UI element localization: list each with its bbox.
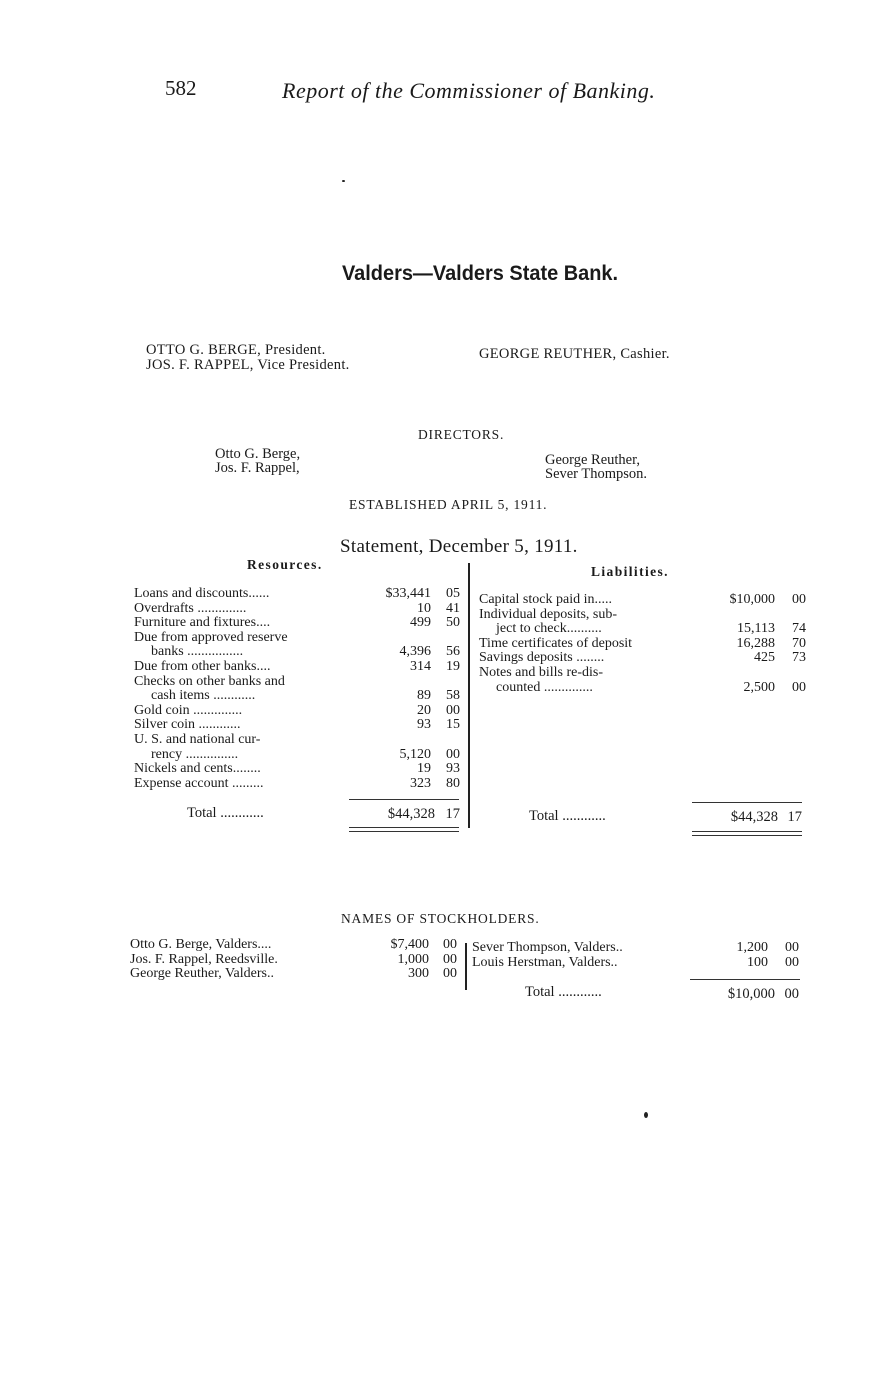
row-label: Furniture and fixtures....	[134, 615, 271, 631]
list-item	[130, 938, 460, 953]
stockholder-name: Sever Thompson, Valders..	[472, 940, 623, 955]
stockholder-name: Jos. F. Rappel, Reedsville.	[130, 951, 278, 967]
stockholders-divider	[465, 943, 467, 990]
bank-title: Valders—Valders State Bank.	[341, 262, 619, 285]
row-amount: 20	[417, 702, 431, 718]
table-row	[479, 608, 806, 623]
row-amount: 15,113	[737, 621, 775, 637]
stockholder-cents: 00	[785, 954, 799, 970]
total-double-rule	[349, 827, 459, 828]
total-rule	[349, 799, 459, 800]
table-row	[479, 666, 806, 681]
stockholder-cents: 00	[443, 966, 457, 982]
row-label: Nickels and cents........	[134, 761, 261, 777]
stockholder-cents: 00	[785, 940, 799, 955]
row-amount: 5,120	[399, 746, 431, 762]
stockholder-amount: 1,200	[736, 940, 768, 955]
stockholders-total-cents: 00	[784, 986, 799, 1002]
row-amount: 2,500	[743, 679, 775, 695]
stockholder-name: Otto G. Berge, Valders....	[130, 937, 272, 952]
resources-total-cents: 17	[445, 806, 460, 822]
row-cents: 56	[446, 644, 460, 660]
table-row	[134, 645, 464, 660]
page-number: 582	[165, 76, 197, 100]
stockholder-amount: 100	[747, 954, 768, 970]
row-cents: 58	[446, 688, 460, 704]
table-row	[134, 616, 464, 631]
row-amount: 499	[410, 615, 431, 631]
stockholders-total-amount: $10,000	[727, 986, 775, 1002]
list-item	[130, 967, 460, 982]
list-item	[130, 953, 460, 968]
row-label: Gold coin ..............	[134, 702, 243, 718]
row-label: Time certificates of deposit	[479, 635, 633, 651]
resources-heading: Resources.	[247, 557, 323, 572]
row-label: Silver coin ............	[134, 717, 241, 733]
total-double-rule	[692, 831, 802, 832]
director-name: Jos. F. Rappel,	[215, 460, 300, 476]
table-row	[479, 593, 806, 608]
table-row	[134, 689, 464, 704]
total-rule	[690, 979, 800, 980]
table-row	[479, 651, 806, 666]
row-cents: 80	[446, 775, 460, 791]
total-rule	[692, 802, 802, 803]
resources-total-label: Total ............	[187, 805, 264, 821]
stockholder-cents: 00	[443, 951, 457, 967]
table-row	[134, 704, 464, 719]
stockholder-amount: 300	[408, 966, 429, 982]
director-name: Otto G. Berge,	[215, 446, 301, 462]
table-row	[479, 637, 806, 652]
resources-total-amount: $44,328	[387, 806, 435, 822]
row-label: counted ..............	[496, 679, 593, 695]
liabilities-total-amount: $44,328	[730, 809, 778, 825]
officer-president: OTTO G. BERGE, President.	[146, 342, 326, 358]
row-amount: 10	[417, 600, 431, 616]
row-label: Loans and discounts......	[134, 586, 270, 601]
table-row	[134, 718, 464, 733]
row-label: Expense account .........	[134, 775, 264, 791]
resources-table	[134, 587, 464, 791]
stockholder-amount: $7,400	[390, 937, 429, 952]
row-amount: 93	[417, 717, 431, 733]
row-label: Overdrafts ..............	[134, 600, 247, 616]
row-label: Notes and bills re-dis-	[479, 664, 604, 680]
stockholders-heading: NAMES OF STOCKHOLDERS.	[341, 911, 540, 926]
table-row	[134, 748, 464, 763]
row-label: Capital stock paid in.....	[479, 592, 612, 607]
row-cents: 70	[792, 635, 806, 651]
stockholders-total-label: Total ............	[525, 984, 602, 1000]
row-amount: $10,000	[729, 592, 775, 607]
row-amount: 16,288	[736, 635, 775, 651]
table-row	[134, 587, 464, 602]
stockholders-right	[472, 941, 799, 970]
row-amount: 19	[417, 761, 431, 777]
row-cents: 00	[446, 746, 460, 762]
row-label: banks ................	[151, 644, 244, 660]
row-cents: 15	[446, 717, 460, 733]
table-row	[134, 660, 464, 675]
officer-vice-president: JOS. F. RAPPEL, Vice President.	[146, 357, 350, 373]
total-double-rule	[692, 835, 802, 836]
running-title: Report of the Commissioner of Banking.	[282, 78, 656, 103]
stockholders-left	[130, 938, 460, 982]
officer-cashier: GEORGE REUTHER, Cashier.	[479, 346, 670, 362]
director-name: Sever Thompson.	[545, 466, 648, 482]
print-speck	[644, 1112, 648, 1118]
row-label: Individual deposits, sub-	[479, 606, 618, 622]
stockholder-amount: 1,000	[397, 951, 429, 967]
row-cents: 50	[446, 615, 460, 631]
liabilities-heading: Liabilities.	[591, 564, 669, 579]
row-label: rency ...............	[151, 746, 239, 762]
row-cents: 00	[792, 679, 806, 695]
table-row	[134, 777, 464, 792]
row-cents: 00	[792, 592, 806, 607]
row-amount: 4,396	[399, 644, 431, 660]
row-label: Due from approved reserve	[134, 629, 288, 645]
row-amount: 323	[410, 775, 431, 791]
table-row	[479, 681, 806, 696]
print-speck	[342, 180, 345, 182]
table-row	[134, 675, 464, 690]
stockholder-cents: 00	[443, 937, 457, 952]
row-cents: 41	[446, 600, 460, 616]
table-row	[134, 733, 464, 748]
table-row	[134, 602, 464, 617]
row-cents: 05	[446, 586, 460, 601]
table-row	[134, 762, 464, 777]
row-amount: 314	[410, 658, 431, 674]
stockholder-name: Louis Herstman, Valders..	[472, 954, 618, 970]
row-label: cash items ............	[151, 688, 256, 704]
row-label: Savings deposits ........	[479, 650, 605, 666]
row-amount: $33,441	[385, 586, 431, 601]
column-divider	[468, 563, 470, 828]
total-double-rule	[349, 831, 459, 832]
row-amount: 425	[754, 650, 775, 666]
row-cents: 00	[446, 702, 460, 718]
established-date: ESTABLISHED APRIL 5, 1911.	[349, 497, 548, 512]
liabilities-table	[479, 593, 806, 695]
row-label: ject to check..........	[496, 621, 602, 637]
list-item	[472, 941, 799, 956]
row-cents: 74	[792, 621, 806, 637]
row-cents: 93	[446, 761, 460, 777]
directors-heading: DIRECTORS.	[418, 427, 505, 442]
liabilities-total-label: Total ............	[529, 808, 606, 824]
row-label: Due from other banks....	[134, 658, 271, 674]
liabilities-total-cents: 17	[787, 809, 802, 825]
statement-title: Statement, December 5, 1911.	[340, 536, 578, 557]
director-name: George Reuther,	[545, 452, 640, 468]
list-item	[472, 956, 799, 971]
row-cents: 73	[792, 650, 806, 666]
table-row	[134, 631, 464, 646]
stockholder-name: George Reuther, Valders..	[130, 966, 274, 982]
row-label: Checks on other banks and	[134, 673, 285, 689]
row-label: U. S. and national cur-	[134, 731, 261, 747]
row-amount: 89	[417, 688, 431, 704]
table-row	[479, 622, 806, 637]
row-cents: 19	[446, 658, 460, 674]
